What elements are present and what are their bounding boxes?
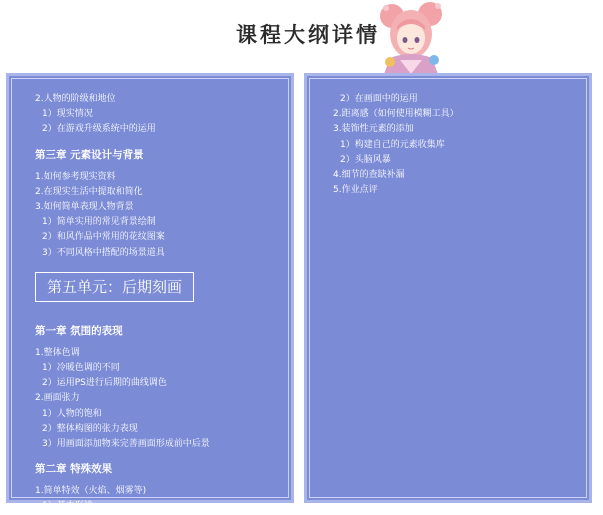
- outline-subitem: 1）简单实用的常见背景绘制: [42, 217, 156, 228]
- outline-subitem: 1）冷暖色调的不同: [42, 363, 120, 374]
- outline-subitem: 2）头脑风暴: [340, 154, 391, 165]
- outline-subitem: 2）和风作品中常用的花纹图案: [42, 232, 165, 243]
- outline-subitem: 2）运用PS进行后期的曲线调色: [42, 378, 167, 389]
- right-outline-panel: [304, 73, 592, 503]
- outline-subitem: 1）构建自己的元素收集库: [340, 139, 445, 150]
- outline-subitem: 2）在游戏升级系统中的运用: [42, 124, 156, 135]
- outline-item: 4.细节的查缺补漏: [333, 170, 405, 181]
- outline-item: 3.装饰性元素的添加: [333, 124, 414, 135]
- unit-heading-box: 第五单元：后期刻画: [35, 272, 194, 302]
- outline-subitem: 3）不同风格中搭配的场景道具: [42, 247, 165, 258]
- outline-subitem: 2）整体构图的张力表现: [42, 423, 138, 434]
- outline-item: 1.如何参考现实资料: [35, 171, 116, 182]
- outline-item: 5.作业点评: [333, 185, 378, 196]
- outline-item: 3.如何简单表现人物背景: [35, 202, 134, 213]
- outline-subitem: 2）在画面中的运用: [340, 94, 418, 104]
- outline-item: 2.距离感（如何使用模糊工具）: [333, 109, 459, 120]
- left-outline-panel: [6, 73, 294, 512]
- outline-item: 2.画面张力: [35, 393, 80, 404]
- chapter-heading: 第一章 氛围的表现: [35, 324, 123, 337]
- outline-item: 2.人物的阶级和地位: [35, 94, 116, 104]
- outline-subitem: 1）基本形线: [42, 501, 93, 512]
- outline-item: 1.整体色调: [35, 347, 80, 358]
- outline-item: 1.简单特效（火焰、烟雾等): [35, 486, 147, 497]
- page-title: 课程大纲详情: [236, 22, 380, 47]
- outline-subitem: 3）用画面添加物来完善画面形成前中后景: [42, 439, 210, 450]
- chapter-heading: 第二章 特殊效果: [35, 463, 113, 476]
- outline-item: 2.在现实生活中提取和简化: [35, 186, 143, 197]
- outline-subitem: 1）人物的饱和: [42, 408, 102, 419]
- outline-subitem: 1）现实情况: [42, 109, 93, 120]
- anime-girl-illustration: [378, 0, 446, 74]
- chapter-heading: 第三章 元素设计与背景: [35, 148, 144, 161]
